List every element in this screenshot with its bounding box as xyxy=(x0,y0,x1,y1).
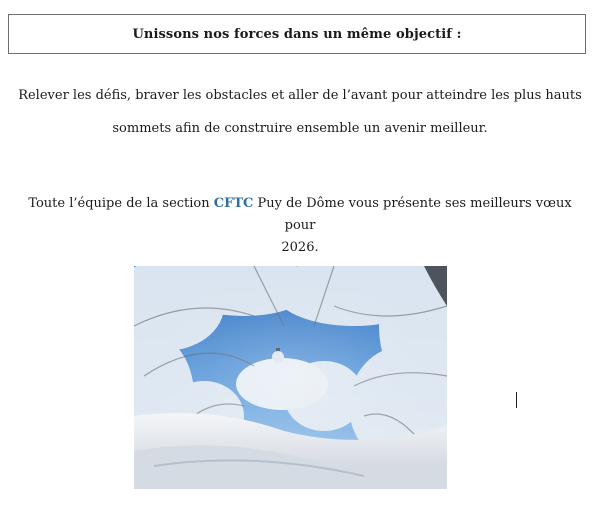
wishes-line-1 xyxy=(12,193,588,237)
motto-line-1: Relever les défis, braver les obstacles et aller de l’avant pour atteindre les plus hauts xyxy=(18,88,582,103)
heading-text: Unissons nos forces dans un même objectif : xyxy=(132,26,462,42)
paragraph-wishes xyxy=(12,193,588,259)
heading-box xyxy=(8,14,586,54)
wishes-line-2: 2026. xyxy=(281,240,319,255)
snowy-landscape-illustration xyxy=(134,266,447,489)
wishes-text-after: Puy de Dôme vous présente ses meilleurs vœux pour xyxy=(253,196,572,233)
wishes-text-before: Toute l’équipe de la section xyxy=(28,196,214,211)
motto-line-2: sommets afin de construire ensemble un avenir meilleur. xyxy=(112,121,488,136)
snowy-landscape-photo xyxy=(134,266,447,489)
cftc-highlight: CFTC xyxy=(213,196,254,211)
text-cursor xyxy=(516,392,517,408)
paragraph-motto xyxy=(0,79,600,145)
